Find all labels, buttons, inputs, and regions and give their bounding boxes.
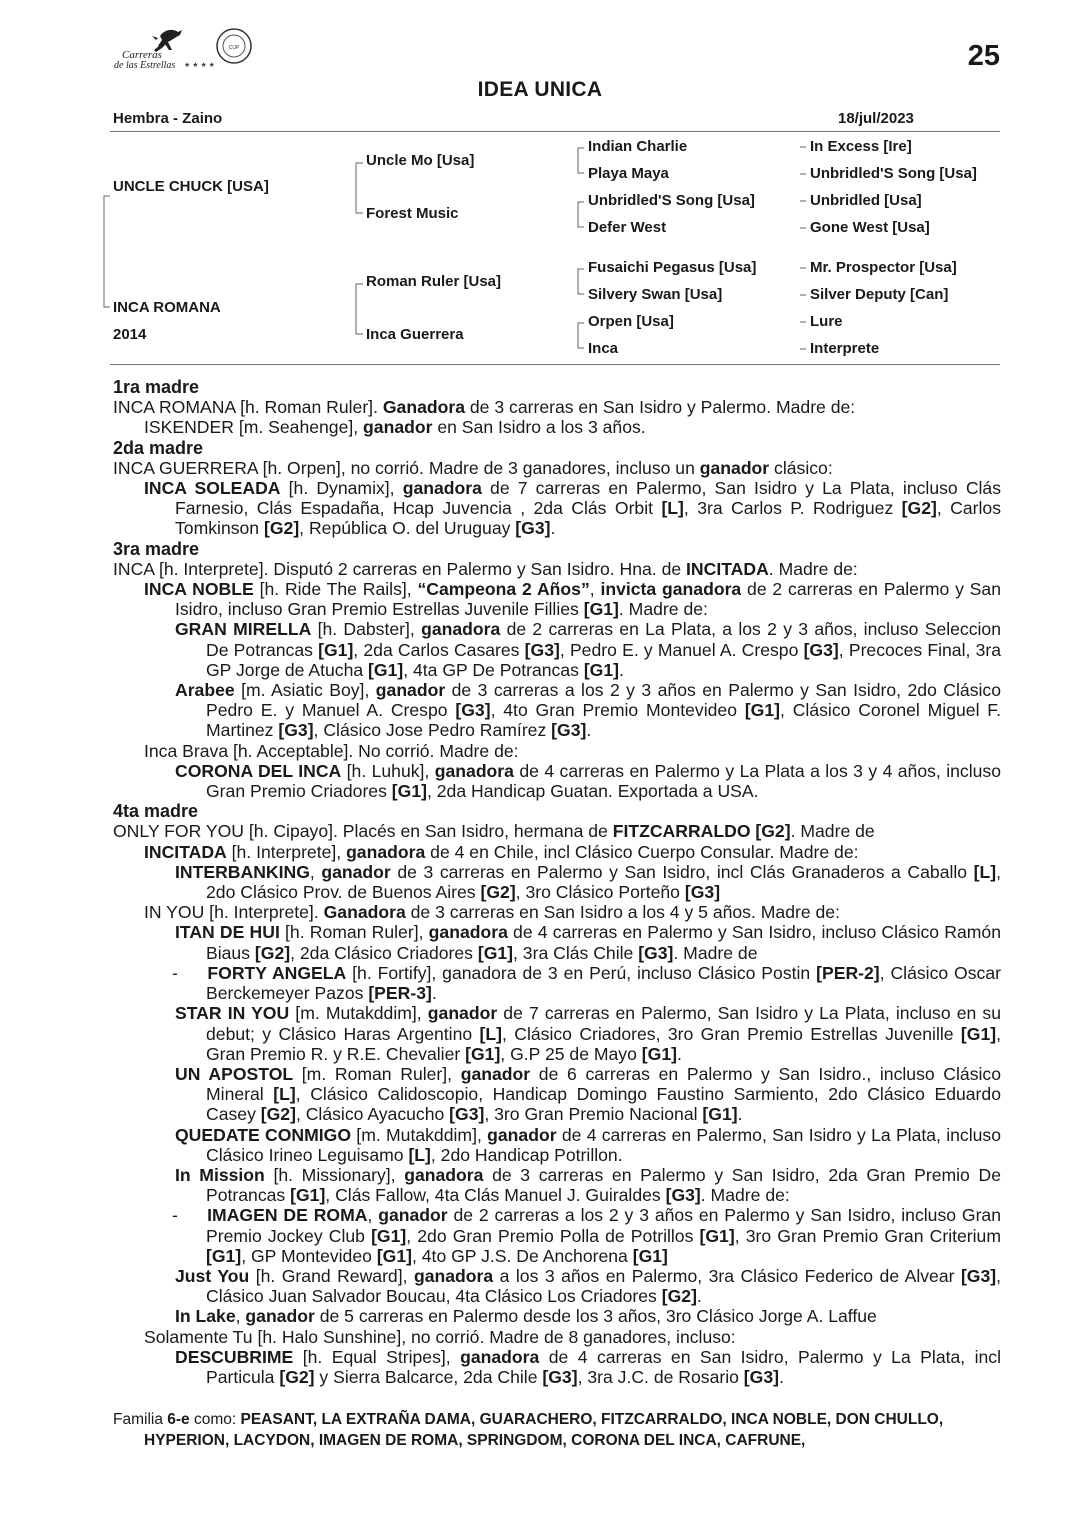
svg-text:★ ★ ★ ★: ★ ★ ★ ★: [184, 62, 215, 69]
dam-paragraph: ONLY FOR YOU [h. Cipayo]. Placés en San Isidro, hermana de FITZCARRALDO [G2]. Madre de: [113, 821, 875, 842]
female-family-text: [113, 377, 1001, 1387]
ped-gen2: Roman Ruler [Usa]: [366, 273, 502, 290]
section-heading: 2da madre: [113, 437, 204, 458]
ped-gen4: Lure: [810, 313, 843, 330]
section-heading: 4ta madre: [113, 801, 199, 822]
produce-entry: In Mission [h. Missionary], ganadora de 3 carreras en Palermo y San Isidro, 2da Gran Premio De Potrancas [G1], Clás Fallow, 4ta Clás Manuel J. Guiraldes [G3]. Madre de:: [175, 1164, 1001, 1206]
ped-gen3: Fusaichi Pegasus [Usa]: [588, 259, 757, 276]
family-footer: [113, 1409, 1001, 1451]
produce-entry: DESCUBRIME [h. Equal Stripes], ganadora de 4 carreras en San Isidro, Palermo y La Plata, incl Particula [G2] y Sierra Balcarce, 2da Chile [G3], 3ra J.C. de Rosario [G3].: [175, 1346, 1001, 1387]
produce-entry: INCITADA [h. Interprete], ganadora de 4 en Chile, incl Clásico Cuerpo Consular. Madre de:: [144, 841, 859, 862]
horse-name: IDEA UNICA: [477, 78, 603, 101]
produce-entry: In Lake, ganador de 5 carreras en Palermo desde los 3 años, 3ro Clásico Jorge A. Laffue: [175, 1306, 877, 1327]
produce-entry: Arabee [m. Asiatic Boy], ganador de 3 carreras a los 2 y 3 años en Palermo y San Isidro, 2do Clásico Pedro E. y Manuel A. Crespo [G3], 4to Gran Premio Montevideo [G1], Clásico Coronel Miguel F. Martinez [G3], Clásico Jose Pedro Ramírez [G3].: [175, 680, 1001, 741]
produce-entry: QUEDATE CONMIGO [m. Mutakddim], ganador de 4 carreras en Palermo, San Isidro y La Plata, incluso Clásico Irineo Leguisamo [L], 2do Handicap Potrillon.: [175, 1124, 1001, 1165]
ped-gen3: Unbridled'S Song [Usa]: [588, 192, 755, 209]
ped-gen4: In Excess [Ire]: [810, 138, 912, 155]
produce-entry: INCA SOLEADA [h. Dynamix], ganadora de 7 carreras en Palermo, San Isidro y La Plata, incluso Clás Farnesio, Clás Espadaña, Hcap Juvencia , 2da Clás Orbit [L], 3ra Carlos P. Rodriguez [G2], Carlos Tomkinson [G2], República O. del Uruguay [G3].: [144, 478, 1002, 539]
ped-gen4: Unbridled [Usa]: [810, 192, 922, 209]
ped-gen2: Forest Music: [366, 205, 459, 222]
ped-gen2: Inca Guerrera: [366, 326, 464, 343]
ped-gen4: Silver Deputy [Can]: [810, 286, 949, 303]
ped-gen3: Inca: [588, 340, 619, 357]
family-line: Familia 6-e como: PEASANT, LA EXTRAÑA DAMA, GUARACHERO, FITZCARRALDO, INCA NOBLE, DON CHULLO, HYPERION, LACYDON, IMAGEN DE ROMA, SPRINGDOM, CORONA DEL INCA, CAFRUNE,: [113, 1411, 944, 1449]
produce-entry: INCA NOBLE [h. Ride The Rails], “Campeona 2 Años”, invicta ganadora de 2 carreras en Palermo y San Isidro, incluso Gran Premio Estrellas Juvenile Fillies [G1]. Madre de:: [144, 579, 1001, 620]
produce-entry: UN APOSTOL [m. Roman Ruler], ganador de 6 carreras en Palermo y San Isidro., incluso Clásico Mineral [L], Clásico Calidoscopio, Handicap Domingo Faustino Sarmiento, 2do Clásico Eduardo Casey [G2], Clásico Ayacucho [G3], 3ro Gran Premio Nacional [G1].: [175, 1063, 1001, 1125]
logo-text: de las Estrellas: [114, 60, 176, 71]
produce-entry: IN YOU [h. Interprete]. Ganadora de 3 carreras en San Isidro a los 4 y 5 años. Madre de:: [144, 902, 840, 923]
catalog-date: 18/jul/2023: [838, 110, 914, 127]
section-heading: 3ra madre: [113, 538, 200, 559]
ped-gen4: Mr. Prospector [Usa]: [810, 259, 957, 276]
produce-entry: STAR IN YOU [m. Mutakddim], ganador de 7 carreras en Palermo, San Isidro y La Plata, incluso en su debut; y Clásico Haras Argentino [L], Clásico Criadores, 3ro Gran Premio Estrellas Juvenille [G1], Gran Premio R. y R.E. Chevalier [G1], G.P 25 de Mayo [G1].: [175, 1003, 1002, 1064]
produce-entry: INTERBANKING, ganador de 3 carreras en Palermo y San Isidro, incl Clás Granaderos a Caballo [L], 2do Clásico Prov. de Buenos Aires [G2], 3ro Clásico Porteño [G3]: [175, 861, 1002, 903]
produce-entry: Just You [h. Grand Reward], ganadora a los 3 años en Palermo, 3ra Clásico Federico de Alvear [G3], Clásico Juan Salvador Boucau, 4ta Clásico Los Criadores [G2].: [175, 1265, 1002, 1307]
ped-gen3: Indian Charlie: [588, 138, 688, 155]
dam-paragraph: INCA ROMANA [h. Roman Ruler]. Ganadora de 3 carreras en San Isidro y Palermo. Madre de:: [113, 397, 856, 418]
section-heading: 1ra madre: [113, 377, 200, 397]
sex-color: Hembra - Zaino: [113, 110, 223, 127]
svg-text:Carreras: Carreras: [122, 49, 162, 61]
dam-paragraph: INCA GUERRERA [h. Orpen], no corrió. Madre de 3 ganadores, incluso un ganador clásico:: [113, 457, 833, 478]
ped-gen3: Playa Maya: [588, 165, 669, 182]
ped-gen4: Gone West [Usa]: [810, 219, 930, 236]
produce-entry: Solamente Tu [h. Halo Sunshine], no corrió. Madre de 8 ganadores, incluso:: [144, 1326, 736, 1347]
produce-entry: ITAN DE HUI [h. Roman Ruler], ganadora de 4 carreras en Palermo y San Isidro, incluso Clásico Ramón Biaus [G2], 2da Clásico Criadores [G1], 3ra Clás Chile [G3]. Madre de: [175, 922, 1001, 963]
ped-gen3: Defer West: [588, 219, 667, 236]
ped-gen3: Silvery Swan [Usa]: [588, 286, 723, 303]
ped-gen4: Interprete: [810, 340, 880, 357]
produce-entry: - FORTY ANGELA [h. Fortify], ganadora de 3 en Perú, incluso Clásico Postin [PER-2], Clásico Oscar Berckemeyer Pazos [PER-3].: [172, 962, 1001, 1004]
produce-entry: CORONA DEL INCA [h. Luhuk], ganadora de 4 carreras en Palermo y La Plata a los 3 y 4 años, incluso Gran Premio Criadores [G1], 2da Handicap Guatan. Exportada a USA.: [175, 760, 1001, 802]
dam: INCA ROMANA: [113, 299, 221, 316]
produce-entry: GRAN MIRELLA [h. Dabster], ganadora de 2 carreras en La Plata, a los 2 y 3 años, incluso Seleccion De Potrancas [G1], 2da Carlos Casares [G3], Pedro E. y Manuel A. Crespo [G3], Precoces Final, 3ra GP Jorge de Atucha [G1], 4ta GP De Potrancas [G1].: [175, 619, 1002, 680]
ped-gen4: Unbridled'S Song [Usa]: [810, 165, 977, 182]
produce-entry: - IMAGEN DE ROMA, ganador de 2 carreras a los 2 y 3 años en Palermo y San Isidro, incluso Gran Premio Jockey Club [G1], 2do Gran Premio Polla de Potrillos [G1], 3ro Gran Premio Gran Criterium [G1], GP Montevideo [G1], 4to GP J.S. De Anchorena [G1]: [172, 1205, 1001, 1266]
ped-gen2: Uncle Mo [Usa]: [366, 152, 475, 169]
dam-paragraph: INCA [h. Interprete]. Disputó 2 carreras en Palermo y San Isidro. Hna. de INCITADA. Madre de:: [113, 558, 858, 579]
svg-text:CUP: CUP: [228, 45, 240, 51]
dam-year: 2014: [113, 326, 147, 343]
produce-entry: Inca Brava [h. Acceptable]. No corrió. Madre de:: [144, 740, 519, 761]
produce-entry: ISKENDER [m. Seahenge], ganador en San Isidro a los 3 años.: [144, 417, 646, 438]
lot-number: 25: [967, 40, 1000, 72]
sire: UNCLE CHUCK [USA]: [113, 178, 269, 195]
ped-gen3: Orpen [Usa]: [588, 313, 674, 330]
